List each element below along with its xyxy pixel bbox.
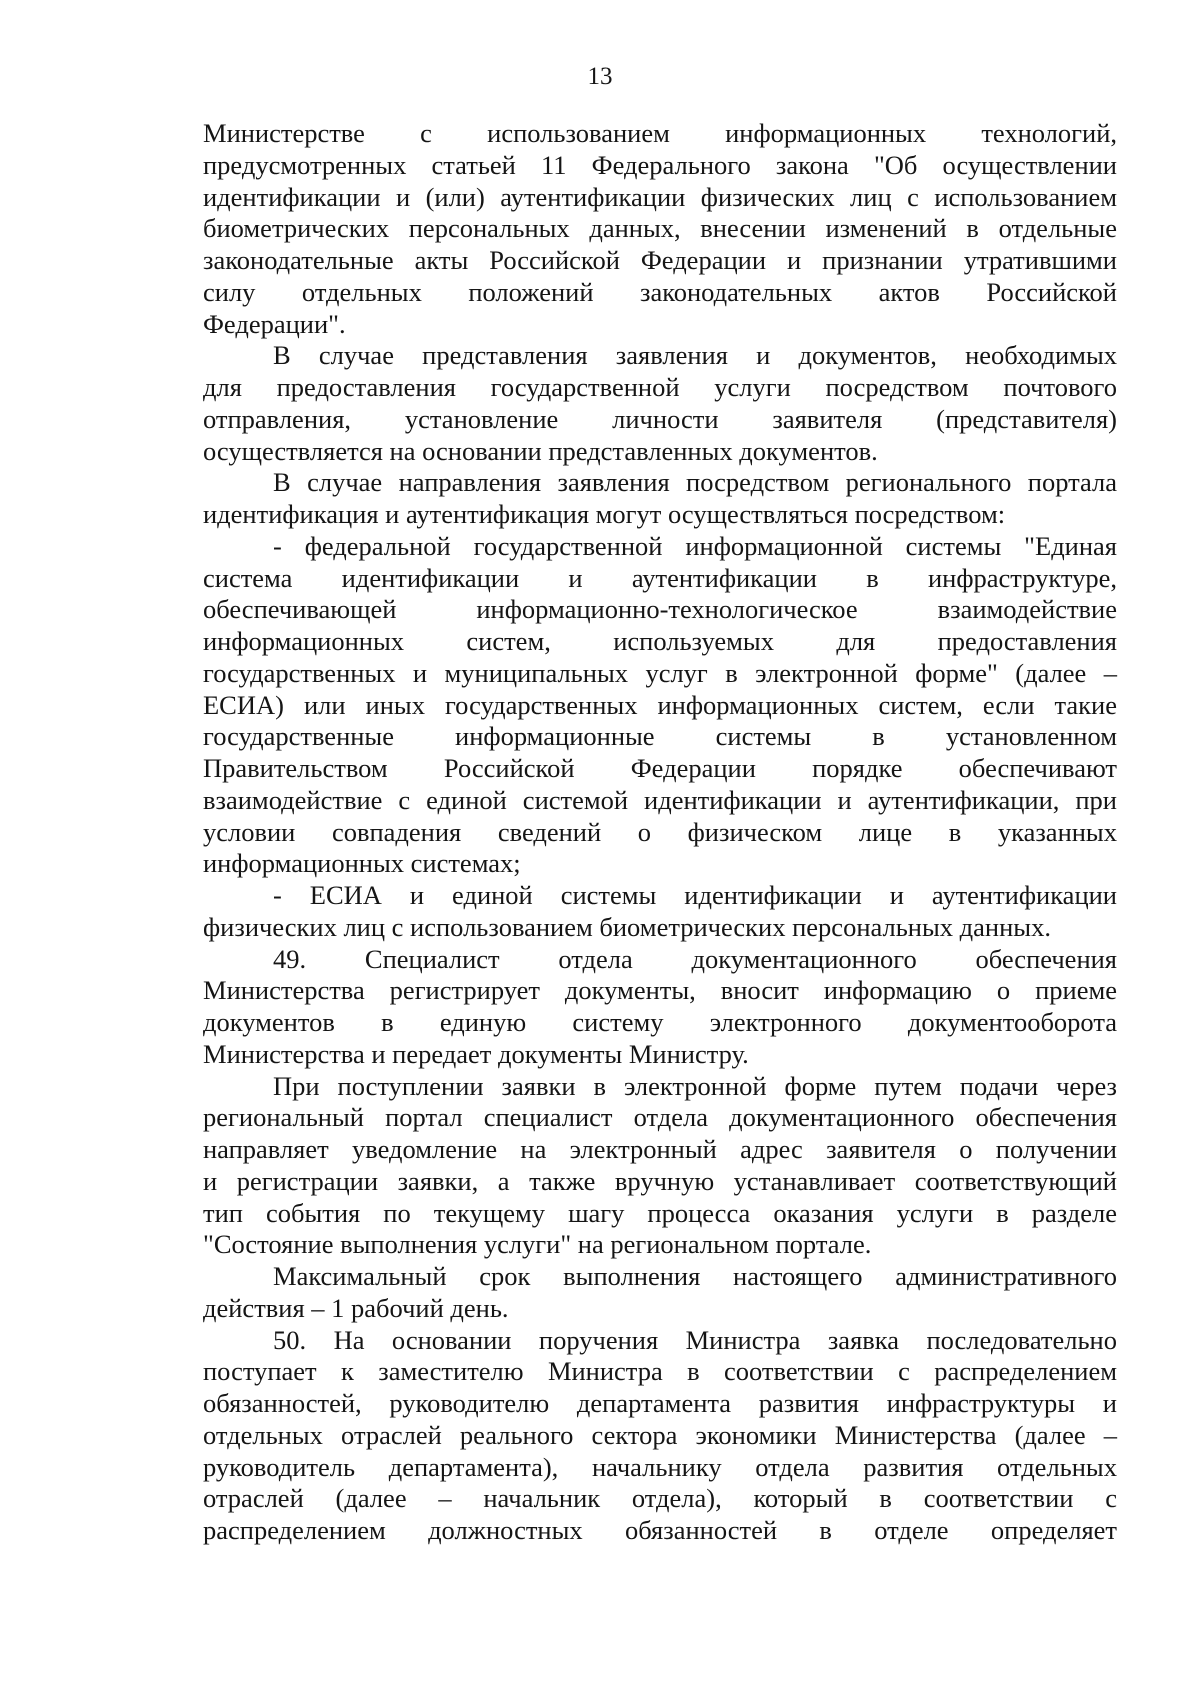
text-line: для предоставления государственной услуги посредством почтового (203, 372, 1117, 402)
paragraph-first-line: - ЕСИА и единой системы идентификации и аутентификации (273, 880, 1117, 910)
text-line: Министерства регистрирует документы, вносит информацию о приеме (203, 975, 1117, 1006)
text-line: руководитель департамента), начальнику отдела развития отдельных (203, 1451, 1117, 1482)
text-line: государственных и муниципальных услуг в электронной форме" (далее – (203, 657, 1117, 688)
text-line: направляет уведомление на электронный адрес заявителя о получении (203, 1134, 1117, 1164)
paragraph-first-line: Максимальный срок выполнения настоящего административного (273, 1261, 1117, 1291)
text-line: биометрических персональных данных, внесении изменений в отдельные (203, 213, 1117, 244)
text-line: обеспечивающей информационно-технологическое взаимодействие (203, 594, 1117, 625)
text-line: отдельных отраслей реального сектора экономики Министерства (далее – (203, 1419, 1117, 1450)
text-line: взаимодействие с единой системой идентификации и аутентификации, при (203, 784, 1117, 815)
text-line: "Состояние выполнения услуги" на региональном портале. (203, 1229, 872, 1260)
document-body (203, 118, 1117, 1547)
text-line: система идентификации и аутентификации в инфраструктуре, (203, 562, 1117, 593)
text-line: поступает к заместителю Министра в соответствии с распределением (203, 1356, 1117, 1387)
text-line: тип события по текущему шагу процесса оказания услуги в разделе (203, 1197, 1117, 1228)
text-line: условии совпадения сведений о физическом лице в указанных (203, 816, 1117, 847)
text-line: предусмотренных статьей 11 Федерального закона "Об осуществлении (203, 149, 1117, 180)
paragraph-first-line: 50. На основании поручения Министра заявка последовательно (273, 1324, 1117, 1355)
paragraph-first-line: В случае направления заявления посредством регионального портала (273, 467, 1117, 498)
text-line: обязанностей, руководителю департамента развития инфраструктуры и (203, 1388, 1117, 1418)
text-line: информационных систем, используемых для предоставления (203, 626, 1117, 656)
text-line: ЕСИА) или иных государственных информационных систем, если такие (203, 689, 1117, 720)
text-line: законодательные акты Российской Федерации и признании утратившими (203, 245, 1117, 275)
text-line: информационных системах; (203, 848, 521, 879)
text-line: действия – 1 рабочий день. (203, 1292, 509, 1323)
text-line: идентификации и (или) аутентификации физических лиц с использованием (203, 181, 1117, 212)
text-line: распределением должностных обязанностей в отделе определяет (203, 1515, 1117, 1545)
text-line: документов в единую систему электронного документооборота (203, 1007, 1117, 1037)
text-line: Федерации". (203, 308, 346, 339)
text-line: силу отдельных положений законодательных актов Российской (203, 276, 1117, 307)
paragraph-first-line: - федеральной государственной информационной системы "Единая (273, 530, 1117, 561)
text-line: осуществляется на основании представленных документов. (203, 435, 878, 466)
paragraph-first-line: В случае представления заявления и документов, необходимых (273, 340, 1117, 371)
text-line: Правительством Российской Федерации порядке обеспечивают (203, 753, 1117, 783)
text-line: отраслей (далее – начальник отдела), который в соответствии с (203, 1483, 1117, 1514)
paragraph-first-line: При поступлении заявки в электронной форме путем подачи через (273, 1070, 1117, 1101)
text-line: отправления, установление личности заявителя (представителя) (203, 403, 1117, 434)
text-line: Министерства и передает документы Министру. (203, 1038, 749, 1069)
text-line: идентификация и аутентификация могут осуществляться посредством: (203, 499, 1006, 529)
text-line: физических лиц с использованием биометрических персональных данных. (203, 911, 1051, 942)
text-line: региональный портал специалист отдела документационного обеспечения (203, 1102, 1117, 1133)
text-line: государственные информационные системы в установленном (203, 721, 1117, 752)
text-line: Министерстве с использованием информационных технологий, (203, 118, 1117, 148)
paragraph-first-line: 49. Специалист отдела документационного обеспечения (273, 943, 1117, 974)
page-number: 13 (587, 63, 613, 90)
text-line: и регистрации заявки, а также вручную устанавливает соответствующий (203, 1165, 1117, 1196)
